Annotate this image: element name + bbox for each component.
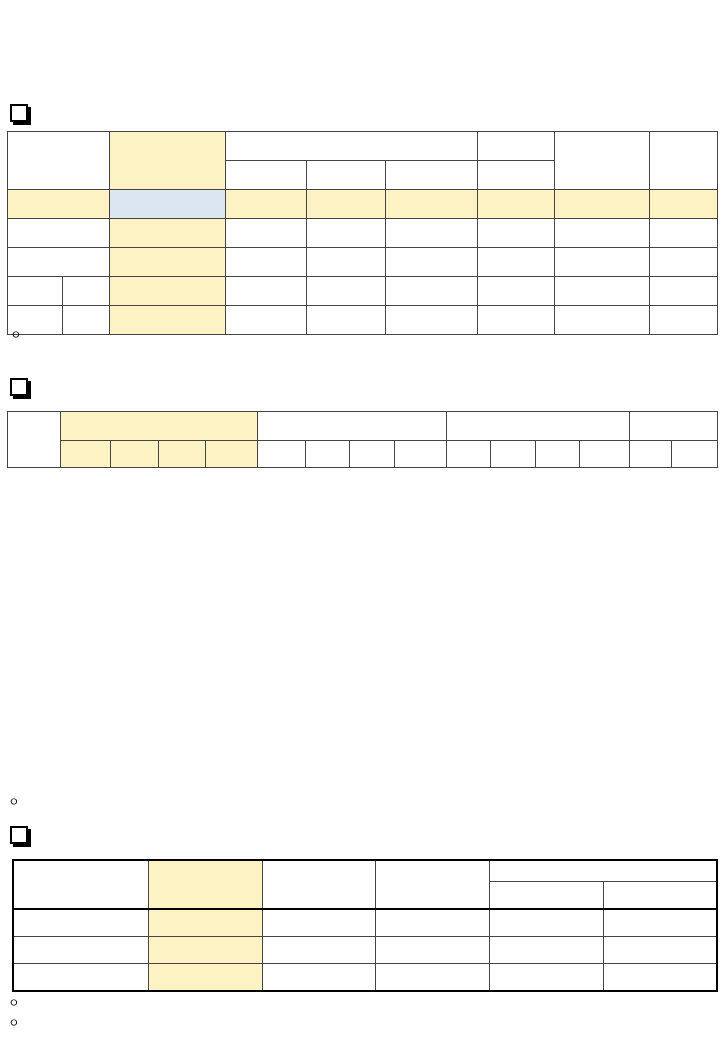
subheader-cell (257, 441, 305, 468)
header-ab (490, 882, 604, 910)
subheader-cell (671, 441, 717, 468)
header-y21 (262, 860, 376, 909)
header-ratio (650, 132, 718, 190)
table-row (8, 277, 718, 306)
shipment-note: ㅇ (10, 328, 22, 342)
daily-price-table (7, 411, 718, 468)
header-ac (603, 882, 717, 910)
checkbox-icon (10, 104, 28, 122)
subheader-cell (395, 441, 447, 468)
header-compare (490, 860, 717, 882)
subheader-cell (447, 441, 491, 468)
header-sum (555, 132, 650, 190)
header-y20 (447, 412, 630, 441)
shipment-section-title (10, 104, 38, 125)
subheader-cell (536, 441, 580, 468)
table-row (13, 909, 717, 937)
header-total (386, 161, 478, 190)
checkbox-icon (10, 378, 28, 396)
yearly-price-table (12, 859, 718, 992)
subheader-cell (305, 441, 350, 468)
header-gubun (13, 860, 149, 909)
subheader-cell (491, 441, 536, 468)
header-domestic (225, 132, 478, 161)
table-row (8, 248, 718, 277)
header-prev (306, 161, 386, 190)
header-y22 (149, 860, 263, 909)
table-row (13, 964, 717, 992)
daily-section-title (10, 378, 38, 399)
header-y22 (60, 412, 257, 441)
header-year (8, 132, 110, 190)
header-y21 (257, 412, 447, 441)
subheader-cell (350, 441, 395, 468)
daily-top-price-note: ㅇ (8, 795, 20, 809)
shipment-table (7, 131, 718, 335)
table-row (8, 306, 718, 335)
checkbox-icon (10, 826, 28, 844)
header-today (225, 161, 306, 190)
yearly-max-note: ㅇ (8, 996, 20, 1010)
subheader-cell (60, 441, 110, 468)
header-y20 (376, 860, 490, 909)
subheader-cell (205, 441, 257, 468)
header-export (478, 161, 555, 190)
header-compare (630, 412, 718, 441)
subheader-cell (580, 441, 630, 468)
table-row (8, 190, 718, 219)
subheader-cell (630, 441, 672, 468)
header-plan (109, 132, 225, 190)
yearly-section-title (10, 826, 38, 847)
table-row (8, 219, 718, 248)
header-other (478, 132, 555, 161)
table-row (13, 937, 717, 964)
yearly-min-note: ㅇ (8, 1016, 20, 1030)
header-gubun (8, 412, 61, 468)
subheader-cell (158, 441, 205, 468)
subheader-cell (110, 441, 158, 468)
